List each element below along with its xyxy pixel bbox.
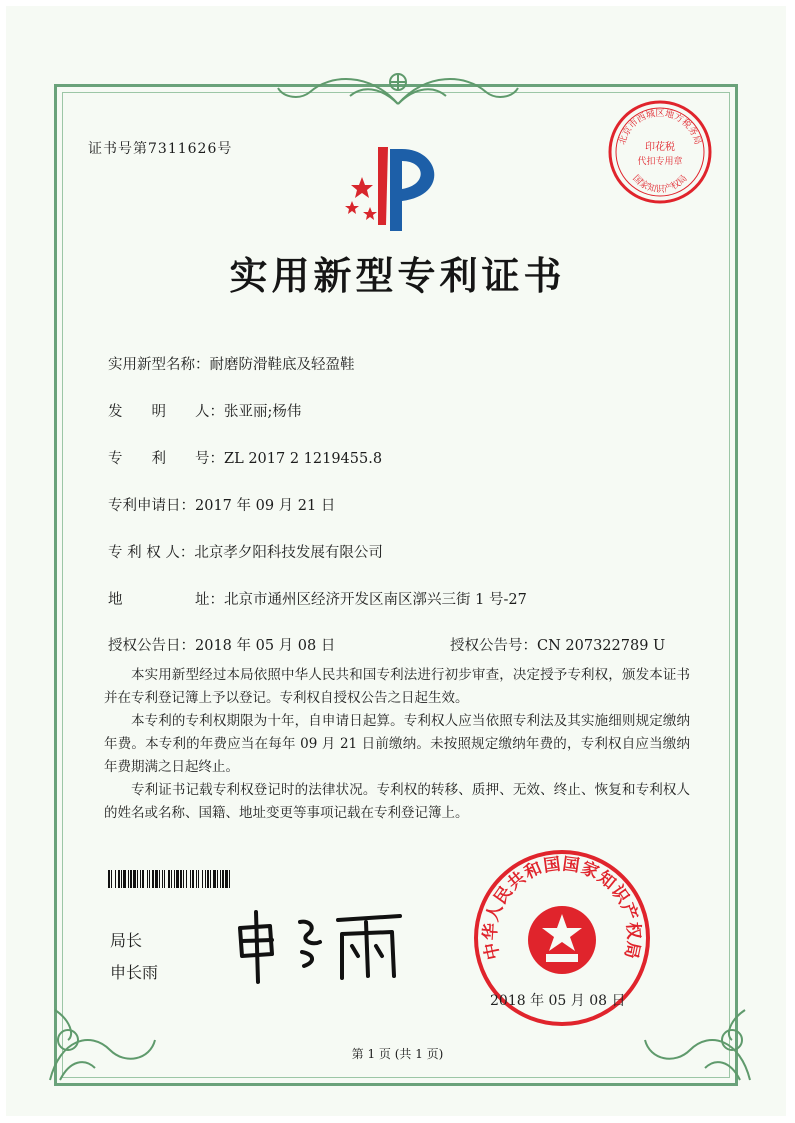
patentee-value: 北京孝夕阳科技发展有限公司: [194, 545, 383, 561]
patent-office-logo: [340, 145, 450, 235]
utility-model-name-value: 耐磨防滑鞋底及轻盈鞋: [209, 357, 355, 373]
address-label: 地 址：: [108, 592, 224, 608]
field-patent-number: [108, 447, 382, 468]
body-paragraph: 本实用新型经过本局依照中华人民共和国专利法进行初步审查，决定授予专利权，颁发本证书并在专利登记簿上予以登记。专利权自授权公告之日起生效。: [104, 667, 690, 706]
page-number: 第 1 页 (共 1 页): [351, 1047, 444, 1061]
field-patentee: [108, 541, 383, 562]
patentee-label: 专 利 权 人：: [108, 545, 195, 561]
grant-announce-date-label: 授权公告日：: [108, 638, 195, 654]
tax-seal-bottom-text: 国家知识产权局: [630, 173, 690, 195]
barcode: [108, 870, 358, 888]
certificate-body: [104, 664, 690, 825]
grant-announce-date-value: 2018 年 05 月 08 日: [195, 638, 336, 654]
barcode-bar: [230, 870, 232, 888]
director-name: 申长雨: [110, 963, 159, 982]
utility-model-name-label: 实用新型名称：: [108, 357, 210, 373]
inventor-label: 发 明 人：: [108, 404, 224, 420]
grant-announce-number-value: CN 207322789 U: [537, 638, 666, 654]
director-title: 局长: [110, 931, 143, 950]
patent-number-label: 专 利 号：: [108, 451, 224, 467]
filing-date-label: 专利申请日：: [108, 498, 195, 514]
field-grant-announce-number: [450, 634, 665, 655]
tax-seal-outer-text: 北京市西城区地方税务局: [617, 109, 703, 147]
body-paragraph: 专利证书记载专利权登记时的法律状况。专利权的转移、质押、无效、终止、恢复和专利权人的姓名或名称、国籍、地址变更等事项记载在专利登记簿上。: [104, 782, 690, 821]
certificate-number: 证书号第7311626号: [88, 141, 233, 157]
body-paragraph: 本专利的专利权期限为十年，自申请日起算。专利权人应当依照专利法及其实施细则规定缴纳年费。本专利的年费应当在每年 09 月 21 日前缴纳。未按照规定缴纳年费的，专利权自应当缴纳年费期满之日起终止。: [104, 713, 690, 775]
grant-announce-number-label: 授权公告号：: [450, 638, 537, 654]
field-inventor: [108, 400, 301, 421]
bottom-right-ornament: [640, 980, 760, 1090]
address-value: 北京市通州区经济开发区南区漷兴三街 1 号-27: [224, 592, 527, 608]
tax-seal-inner2: 代扣专用章: [637, 157, 683, 167]
large-seal-text: 中华人民共和国国家知识产权局: [480, 854, 644, 962]
tax-seal-inner1: 印花税: [645, 142, 675, 153]
field-utility-model-name: [108, 353, 355, 374]
handwritten-signature: [230, 906, 410, 986]
tax-stamp-seal: [606, 98, 714, 206]
field-filing-date: [108, 494, 335, 515]
patent-number-value: ZL 2017 2 1219455.8: [224, 451, 383, 467]
svg-text:国家知识产权局: [630, 173, 689, 195]
inventor-value: 张亚丽;杨伟: [224, 404, 302, 420]
bottom-left-ornament: [40, 980, 160, 1090]
seal-date: 2018 年 05 月 08 日: [490, 993, 626, 1009]
field-grant-announce-date: [108, 634, 335, 655]
certificate-title: 实用新型专利证书: [229, 253, 566, 298]
top-ornament: [270, 64, 526, 112]
filing-date-value: 2017 年 09 月 21 日: [195, 498, 336, 514]
field-address: [108, 588, 527, 609]
